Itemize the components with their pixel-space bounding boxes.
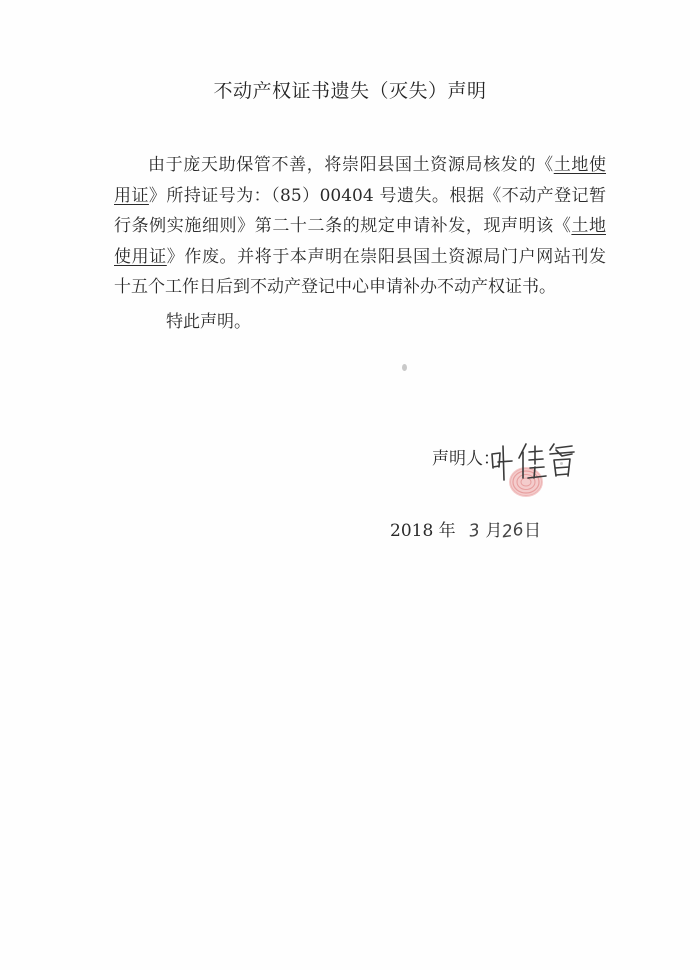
certificate-name-1: 土地使用证	[114, 155, 607, 206]
signature-with-seal	[486, 436, 586, 504]
closing-line: 特此声明。	[166, 311, 251, 332]
scan-speck	[560, 462, 563, 465]
declarant-label: 声明人：	[432, 449, 500, 469]
certificate-name-2: 土地使用证	[114, 216, 606, 267]
date-day-unit: 日	[523, 521, 541, 541]
date-year-unit: 年	[438, 521, 456, 541]
paragraph-part-1: 由于庞天助保管不善，将崇阳县国土资源局核发的《	[148, 155, 554, 175]
document-title: 不动产权证书遗失（灭失）声明	[213, 80, 487, 102]
date-month: 3	[467, 520, 482, 542]
date-day: 26	[501, 519, 526, 543]
statement-date	[390, 516, 541, 541]
paragraph-part-3: 》作废。并将于本声明在崇阳县国土资源局门户网站刊发十五个工作日后到不动产登记中心申请补办不动产权证书。	[114, 246, 607, 298]
date-month-unit: 月	[485, 521, 503, 541]
scan-speck	[402, 364, 407, 371]
statement-body	[114, 150, 606, 338]
paragraph-part-2: 》所持证号为：（85）00404 号遗失。根据《不动产登记暂行条例实施细则》第二十二条的规定申请补发，现声明该《	[114, 185, 607, 237]
fingerprint-seal	[509, 467, 543, 497]
date-year: 2018	[390, 521, 434, 541]
statement-paragraph	[114, 150, 606, 303]
